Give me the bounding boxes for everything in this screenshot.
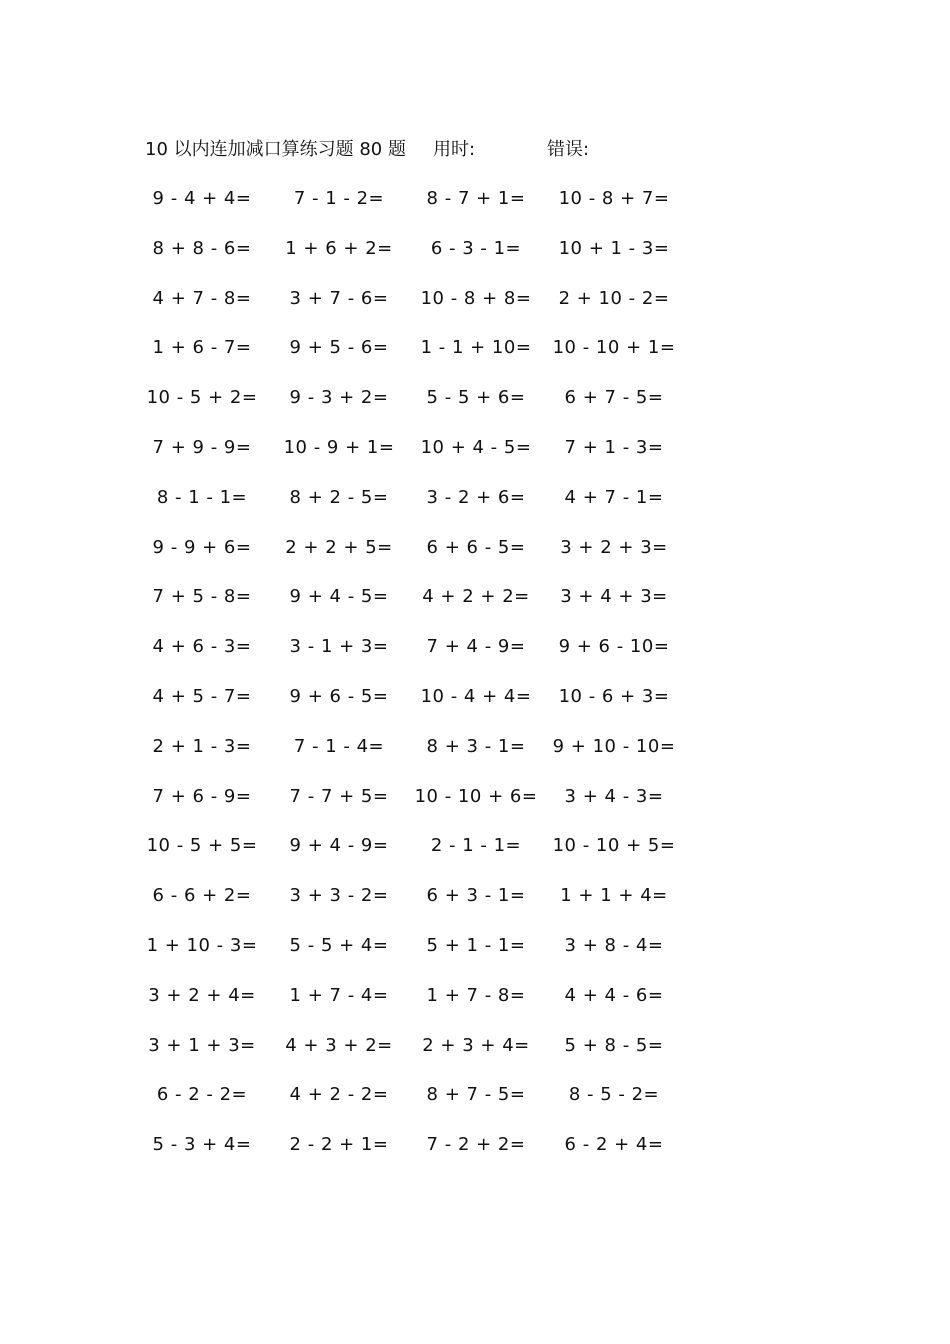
math-problem: 9 - 4 + 4= [152, 188, 252, 209]
worksheet-title: 10 以内连加减口算练习题 80 题 [145, 139, 406, 160]
math-problem: 3 + 7 - 6= [289, 287, 389, 309]
math-problem: 10 + 4 - 5= [420, 436, 532, 458]
math-problem: 3 + 2 + 3= [560, 536, 668, 558]
math-problem: 9 + 6 - 10= [558, 636, 670, 658]
problem-row [132, 435, 692, 485]
math-problem: 8 + 8 - 6= [152, 237, 252, 259]
math-problem: 9 + 5 - 6= [289, 337, 389, 359]
problem-grid [132, 186, 692, 1182]
math-problem: 10 - 8 + 7= [558, 188, 670, 209]
math-problem: 8 + 2 - 5= [289, 486, 389, 508]
math-problem: 7 + 9 - 9= [152, 436, 252, 458]
math-problem: 3 + 3 - 2= [289, 885, 389, 907]
math-problem: 4 + 4 - 6= [564, 984, 664, 1006]
problem-row [132, 933, 692, 983]
math-problem: 8 - 5 - 2= [568, 1084, 660, 1106]
math-problem: 6 + 7 - 5= [564, 387, 664, 409]
math-problem: 1 + 1 + 4= [560, 885, 668, 907]
math-problem: 3 + 2 + 4= [148, 984, 256, 1006]
problem-row [132, 684, 692, 734]
math-problem: 1 + 6 + 2= [285, 237, 393, 259]
math-problem: 10 - 6 + 3= [558, 685, 670, 707]
math-problem: 2 + 10 - 2= [558, 287, 670, 309]
math-problem: 10 - 8 + 8= [420, 287, 532, 309]
problem-row [132, 1082, 692, 1132]
math-problem: 8 + 7 - 5= [426, 1084, 526, 1106]
math-problem: 6 + 6 - 5= [426, 536, 526, 558]
time-used-label: 用时: [433, 139, 476, 160]
math-problem: 10 - 4 + 4= [420, 685, 532, 707]
math-problem: 2 + 2 + 5= [285, 536, 393, 558]
problem-row [132, 385, 692, 435]
problem-row [132, 1033, 692, 1083]
problem-row [132, 335, 692, 385]
math-problem: 1 + 10 - 3= [146, 934, 258, 956]
problem-row [132, 286, 692, 336]
math-problem: 1 + 6 - 7= [152, 337, 252, 359]
math-problem: 8 + 3 - 1= [426, 735, 526, 757]
math-problem: 2 - 2 + 1= [289, 1134, 389, 1156]
problem-row [132, 634, 692, 684]
math-problem: 9 + 10 - 10= [552, 735, 676, 757]
math-problem: 6 - 2 + 4= [564, 1134, 664, 1156]
math-problem: 4 + 5 - 7= [152, 685, 252, 707]
problem-row [132, 833, 692, 883]
problem-row [132, 734, 692, 784]
math-problem: 10 - 10 + 6= [414, 785, 538, 807]
math-problem: 7 - 7 + 5= [289, 785, 389, 807]
math-problem: 9 + 4 - 5= [289, 586, 389, 608]
problem-row [132, 784, 692, 834]
math-problem: 7 - 1 - 4= [293, 735, 385, 757]
problem-row [132, 186, 692, 236]
math-problem: 1 + 7 - 8= [426, 984, 526, 1006]
math-problem: 6 - 3 - 1= [430, 237, 522, 259]
math-problem: 1 - 1 + 10= [420, 337, 532, 359]
math-problem: 5 - 5 + 4= [289, 934, 389, 956]
math-problem: 7 - 2 + 2= [426, 1134, 526, 1156]
math-problem: 5 - 5 + 6= [426, 387, 526, 409]
math-problem: 9 - 9 + 6= [152, 536, 252, 558]
math-problem: 7 - 1 - 2= [293, 188, 385, 209]
math-problem: 4 + 2 - 2= [289, 1084, 389, 1106]
math-problem: 9 + 4 - 9= [289, 835, 389, 857]
math-problem: 7 + 6 - 9= [152, 785, 252, 807]
math-problem: 4 + 3 + 2= [285, 1034, 393, 1056]
error-count-label: 错误: [547, 139, 590, 160]
math-problem: 4 + 7 - 8= [152, 287, 252, 309]
problem-row [132, 584, 692, 634]
math-problem: 2 + 1 - 3= [152, 735, 252, 757]
math-problem: 4 + 2 + 2= [422, 586, 530, 608]
problem-row [132, 236, 692, 286]
math-problem: 10 - 5 + 5= [146, 835, 258, 857]
math-problem: 3 - 2 + 6= [426, 486, 526, 508]
math-problem: 10 + 1 - 3= [558, 237, 670, 259]
math-problem: 8 - 1 - 1= [156, 486, 248, 508]
math-problem: 10 - 10 + 5= [552, 835, 676, 857]
math-problem: 4 + 6 - 3= [152, 636, 252, 658]
math-problem: 10 - 9 + 1= [283, 436, 395, 458]
math-problem: 3 + 4 + 3= [560, 586, 668, 608]
math-problem: 2 - 1 - 1= [430, 835, 522, 857]
math-problem: 9 - 3 + 2= [289, 387, 389, 409]
math-problem: 7 + 4 - 9= [426, 636, 526, 658]
math-problem: 5 + 8 - 5= [564, 1034, 664, 1056]
math-problem: 5 + 1 - 1= [426, 934, 526, 956]
math-problem: 3 + 8 - 4= [564, 934, 664, 956]
math-problem: 6 - 2 - 2= [156, 1084, 248, 1106]
problem-row [132, 1132, 692, 1182]
math-problem: 10 - 10 + 1= [552, 337, 676, 359]
math-problem: 3 + 4 - 3= [564, 785, 664, 807]
math-problem: 1 + 7 - 4= [289, 984, 389, 1006]
math-problem: 9 + 6 - 5= [289, 685, 389, 707]
math-problem: 10 - 5 + 2= [146, 387, 258, 409]
math-problem: 6 - 6 + 2= [152, 885, 252, 907]
math-problem: 3 + 1 + 3= [148, 1034, 256, 1056]
math-problem: 4 + 7 - 1= [564, 486, 664, 508]
problem-row [132, 883, 692, 933]
math-problem: 2 + 3 + 4= [422, 1034, 530, 1056]
math-problem: 3 - 1 + 3= [289, 636, 389, 658]
problem-row [132, 983, 692, 1033]
problem-row [132, 485, 692, 535]
math-problem: 7 + 5 - 8= [152, 586, 252, 608]
problem-row [132, 535, 692, 585]
math-problem: 5 - 3 + 4= [152, 1134, 252, 1156]
math-problem: 7 + 1 - 3= [564, 436, 664, 458]
math-problem: 6 + 3 - 1= [426, 885, 526, 907]
math-problem: 8 - 7 + 1= [426, 188, 526, 209]
